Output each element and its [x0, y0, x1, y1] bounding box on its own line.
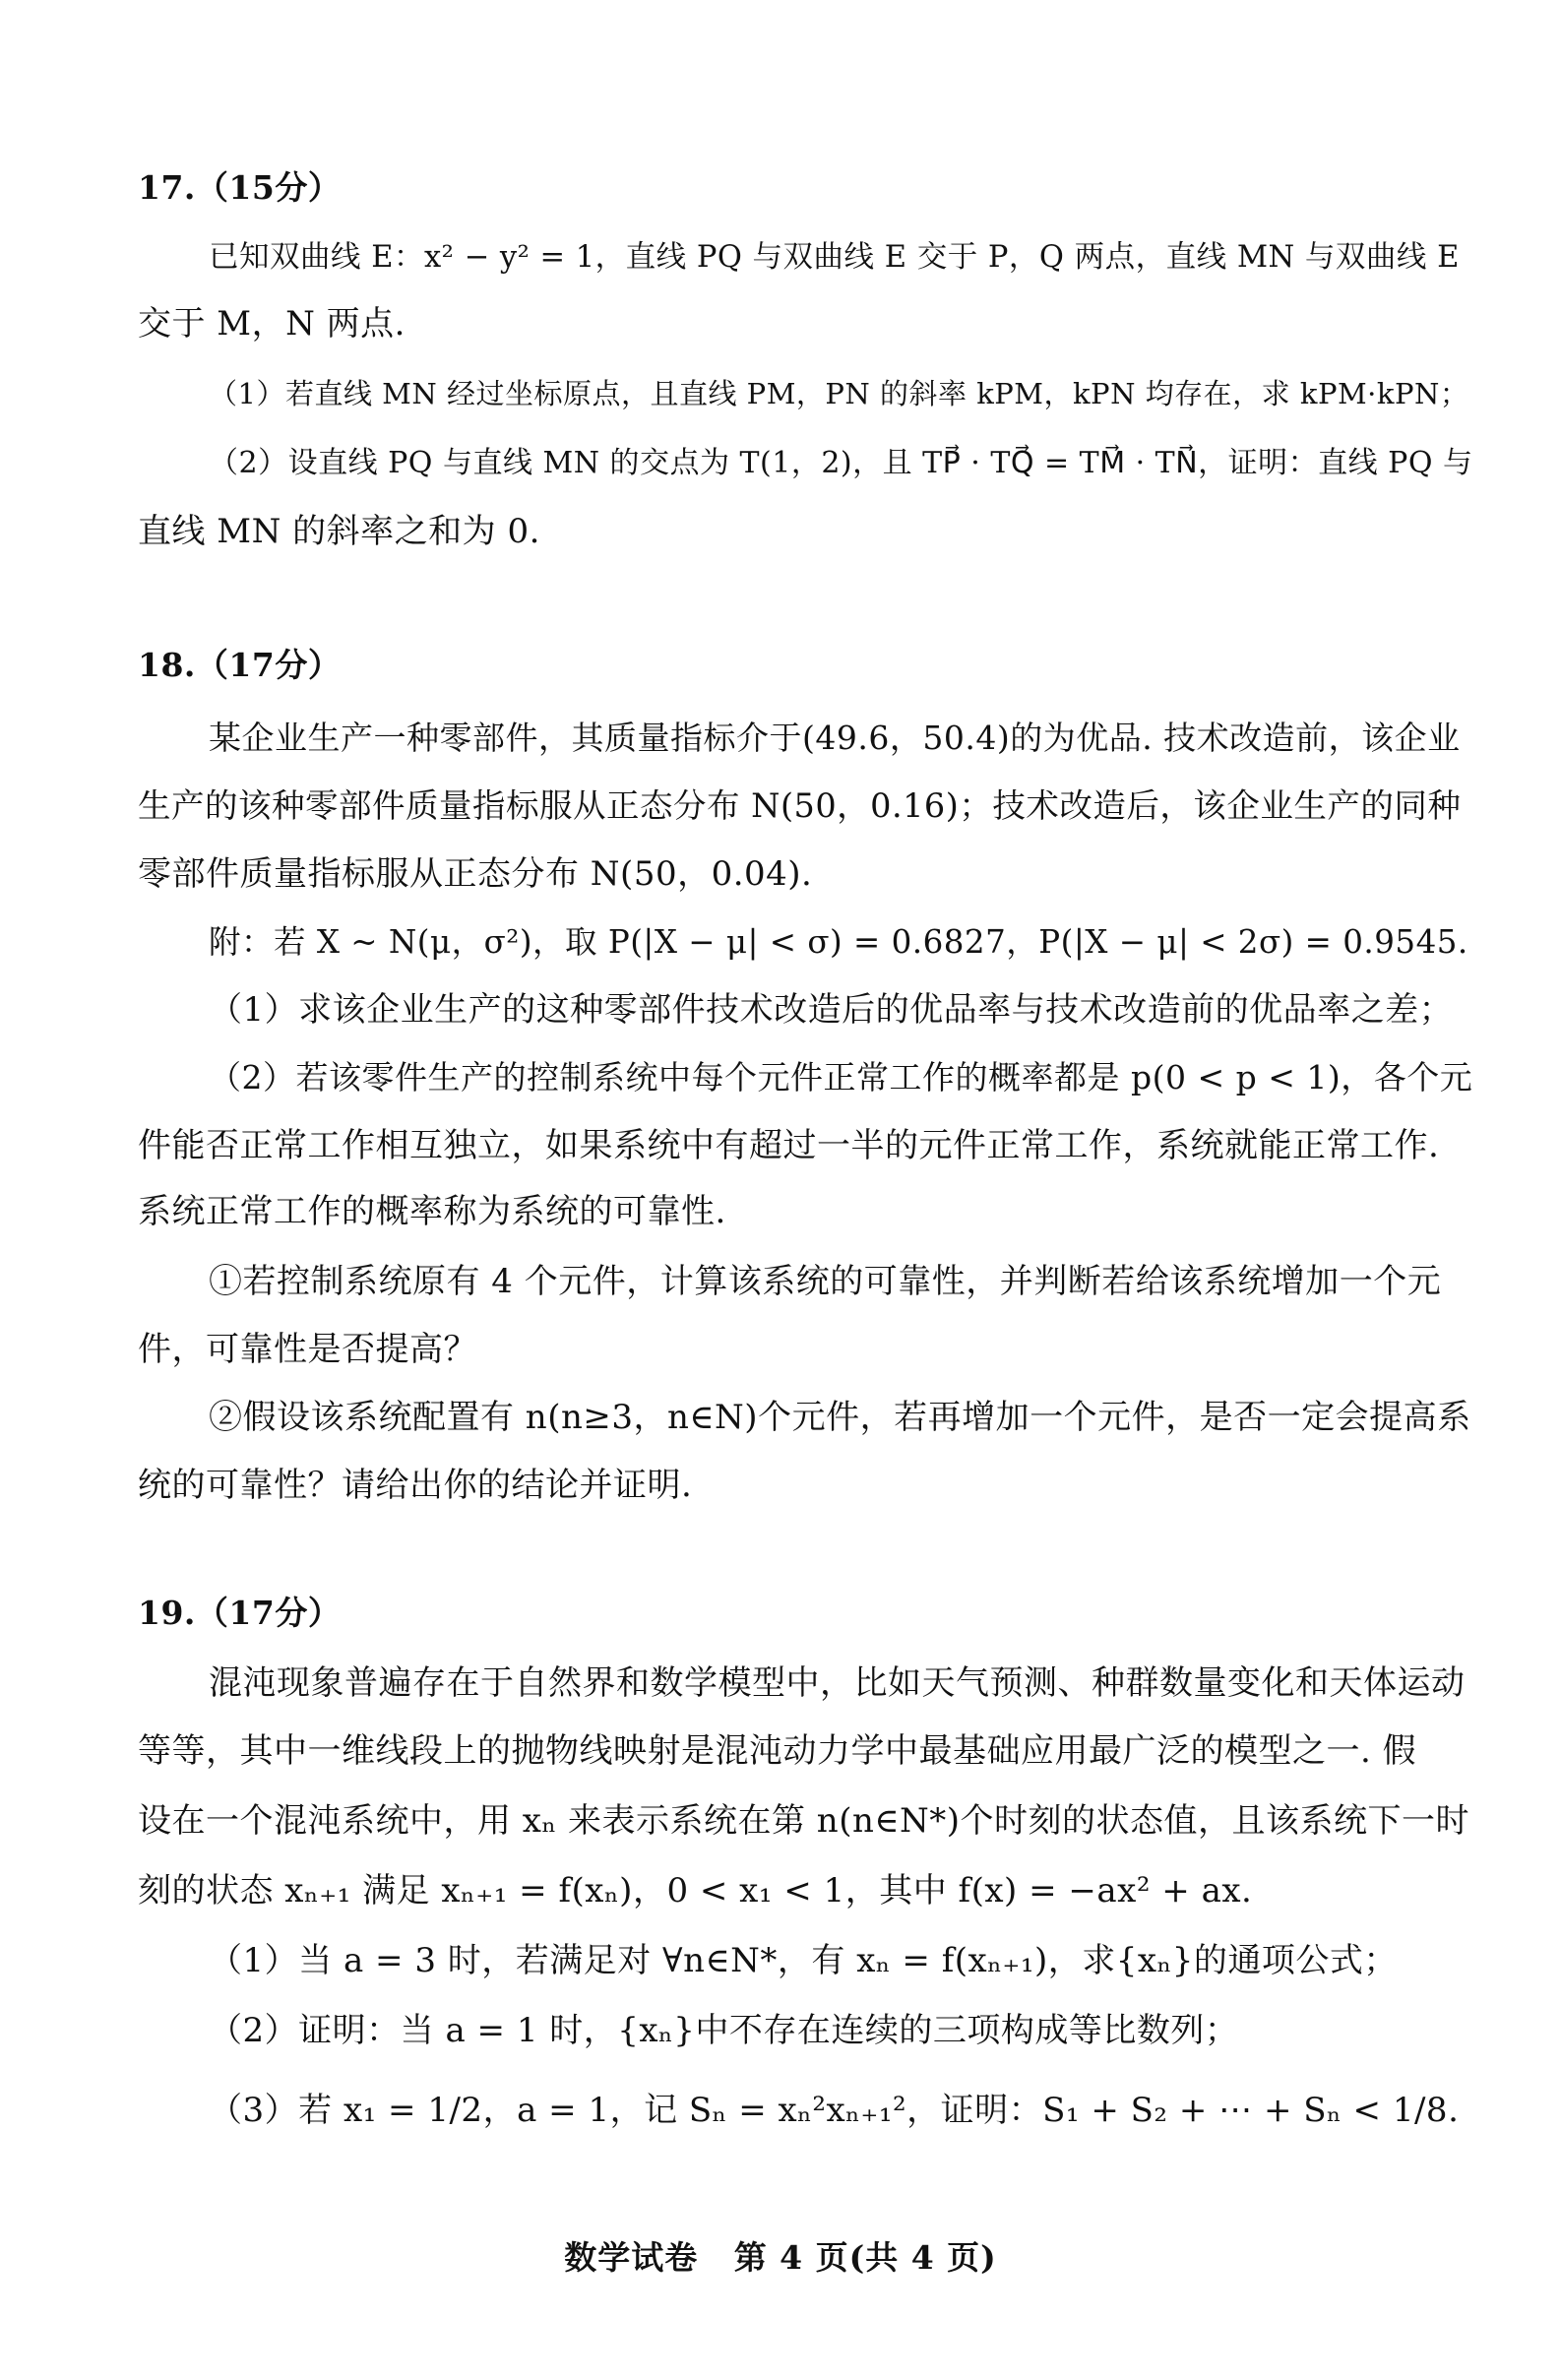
q19-line-1: 混沌现象普遍存在于自然界和数学模型中，比如天气预测、种群数量变化和天体运动 — [209, 1663, 1466, 1703]
q18-heading: 18.（17分） — [138, 646, 342, 684]
q18-line-1: 某企业生产一种零部件，其质量指标介于(49.6，50.4)的为优品. 技术改造前，该企业 — [209, 719, 1461, 757]
q18-line-10: 件，可靠性是否提高？ — [138, 1330, 477, 1369]
q18-line-5: （1）求该企业生产的这种零部件技术改造后的优品率与技术改造前的优品率之差； — [209, 990, 1454, 1030]
q19-heading: 19.（17分） — [138, 1594, 342, 1632]
q18-line-11: ②假设该系统配置有 n(n≥3，n∈N)个元件，若再增加一个元件，是否一定会提高系 — [209, 1398, 1471, 1437]
q18-line-8: 系统正常工作的概率称为系统的可靠性. — [138, 1192, 726, 1231]
q18-line-3: 零部件质量指标服从正态分布 N(50，0.04). — [138, 854, 813, 894]
q18-line-2: 生产的该种零部件质量指标服从正态分布 N(50，0.16)；技术改造后，该企业生产的同种 — [138, 786, 1462, 825]
q18-line-12: 统的可靠性？请给出你的结论并证明. — [138, 1466, 693, 1505]
q18-line-6: （2）若该零件生产的控制系统中每个元件正常工作的概率都是 p(0 < p < 1)，各个元 — [209, 1058, 1473, 1096]
q19-line-3: 设在一个混沌系统中，用 xₙ 来表示系统在第 n(n∈N*)个时刻的状态值，且该系统下一时 — [138, 1801, 1470, 1841]
q17-heading: 17.（15分） — [138, 168, 342, 207]
q17-line-4: （2）设直线 PQ 与直线 MN 的交点为 T(1，2)，且 TP⃗ · TQ⃗ = TM⃗ · TN⃗，证明：直线 PQ 与 — [209, 446, 1473, 480]
q18-line-7: 件能否正常工作相互独立，如果系统中有超过一半的元件正常工作，系统就能正常工作. — [138, 1126, 1440, 1165]
footer-subject: 数学试卷 — [564, 2238, 699, 2277]
q17-line-3: （1）若直线 MN 经过坐标原点，且直线 PM，PN 的斜率 kPM，kPN 均存在，求 kPM·kPN； — [209, 377, 1469, 410]
q19-line-2: 等等，其中一维线段上的抛物线映射是混沌动力学中最基础应用最广泛的模型之一. 假 — [138, 1731, 1417, 1771]
q18-line-9: ①若控制系统原有 4 个元件，计算该系统的可靠性，并判断若给该系统增加一个元 — [209, 1262, 1442, 1301]
q17-line-5: 直线 MN 的斜率之和为 0. — [138, 512, 540, 551]
q19-line-7: （3）若 x₁ = 1/2，a = 1，记 Sₙ = xₙ²xₙ₊₁²，证明：S₁ + S₂ + ⋯ + Sₙ < 1/8. — [209, 2091, 1460, 2130]
q18-line-4: 附：若 X ~ N(μ，σ²)，取 P(|X − μ| < σ) = 0.6827，P(|X − μ| < 2σ) = 0.9545. — [209, 923, 1468, 961]
q19-line-5: （1）当 a = 3 时，若满足对 ∀n∈N*，有 xₙ = f(xₙ₊₁)，求{xₙ}的通项公式； — [209, 1941, 1398, 1980]
page-footer — [0, 2232, 1561, 2279]
q19-line-6: （2）证明：当 a = 1 时，{xₙ}中不存在连续的三项构成等比数列； — [209, 2011, 1239, 2050]
q17-line-1: 已知双曲线 E：x² − y² = 1，直线 PQ 与双曲线 E 交于 P，Q 两点，直线 MN 与双曲线 E — [209, 240, 1460, 275]
q17-line-2: 交于 M，N 两点. — [138, 304, 406, 344]
footer-page-number: 第 4 页(共 4 页) — [733, 2238, 997, 2277]
q19-line-4: 刻的状态 xₙ₊₁ 满足 xₙ₊₁ = f(xₙ)，0 < x₁ < 1，其中 f(x) = −ax² + ax. — [138, 1871, 1253, 1910]
